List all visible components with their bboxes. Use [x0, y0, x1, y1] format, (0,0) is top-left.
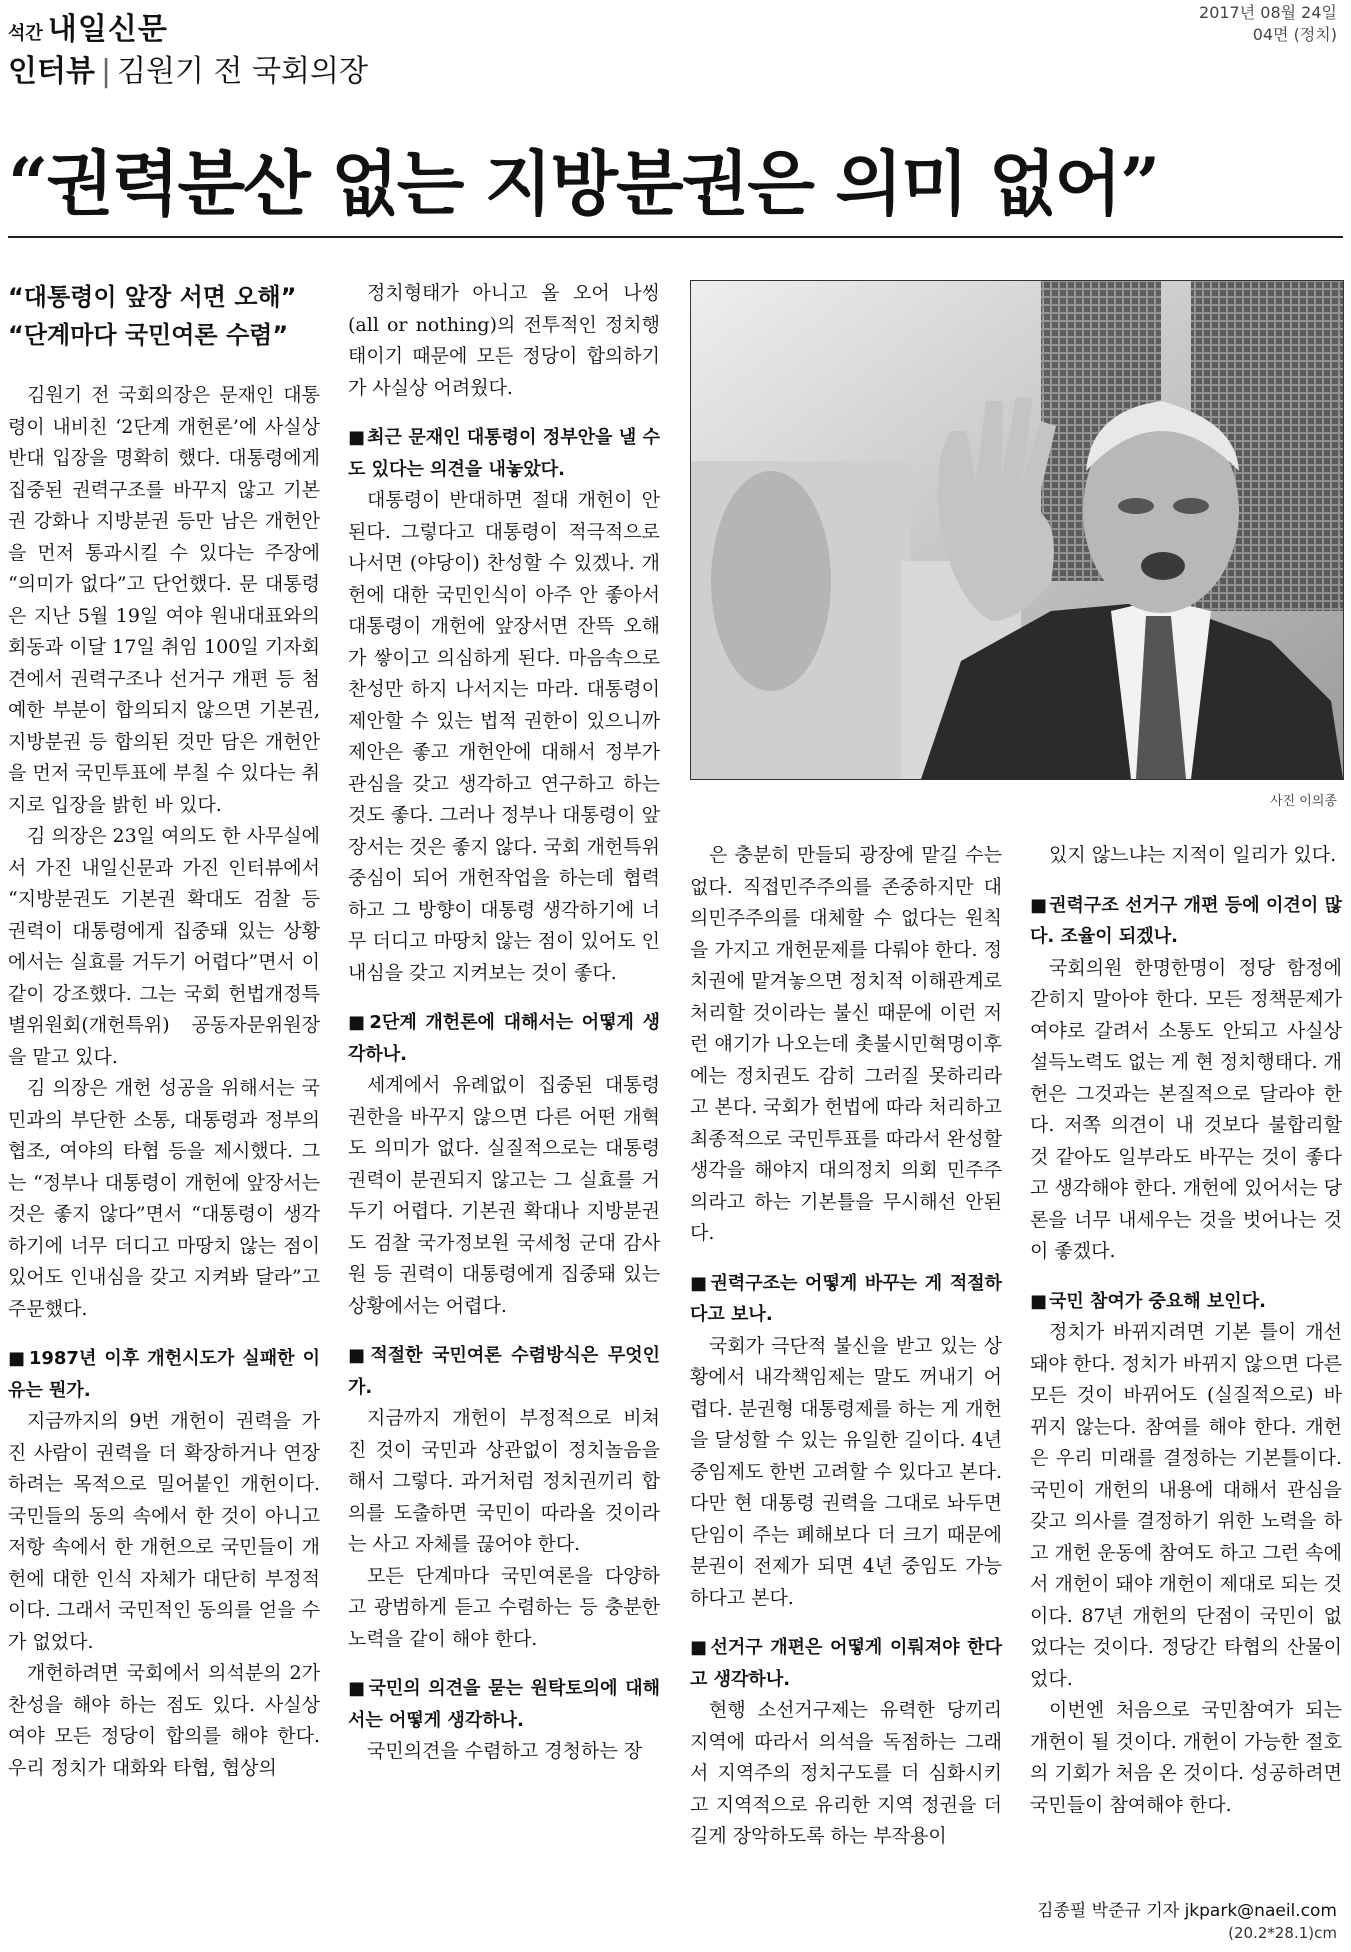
interview-question: ■ 최근 문재인 대통령이 정부안을 낼 수도 있다는 의견을 내놓았다. — [348, 422, 660, 485]
body-paragraph: 은 충분히 만들되 광장에 맡길 수는 없다. 직접민주주의를 존중하지만 대의민주주의를 대체할 수 없다는 원칙을 가지고 개헌문제를 다뤄야 한다. 정치권에 맡겨놓으면 정치적 이해관계로 처리할 것이라는 불신 때문에 이런 저런 얘기가 나오는데 촛불시민혁명이후에는 정치권도 감히 그러질 못하리라고 본다. 국회가 헌법에 따라 처리하고 최종적으로 국민투표를 따라서 완성할 생각을 해야지 대의정치 의회 민주주의라고 하는 기본틀을 무시해선 안된다. — [690, 844, 1002, 1244]
body-paragraph: 지금까지의 9번 개헌이 권력을 가진 사람이 권력을 더 확장하거나 연장하려는 목적으로 밀어붙인 개헌이다. 국민들의 동의 속에서 한 것이 아니고 저항 속에서 한 개헌으로 국민들이 개헌에 대한 인식 자체가 대단히 부정적이다. 그래서 국민적인 동의를 얻을 수가 없었다. — [8, 1410, 320, 1653]
interview-question: ■ 적절한 국민여론 수렴방식은 무엇인가. — [348, 1340, 660, 1403]
column-4-body — [1030, 840, 1342, 1821]
interview-question: ■ 권력구조 선거구 개편 등에 이견이 많다. 조율이 되겠나. — [1030, 890, 1342, 953]
photo-credit: 사진 이의종 — [1270, 794, 1337, 809]
publication-date: 2017년 08월 24일 — [1199, 3, 1337, 22]
interview-question: ■ 선거구 개편은 어떻게 이뤄져야 한다고 생각하나. — [690, 1632, 1002, 1695]
interview-photo — [690, 280, 1344, 780]
body-paragraph: 김 의장은 개헌 성공을 위해서는 국민과의 부단한 소통, 대통령과 정부의 협조, 여야의 타협 등을 제시했다. 그는 “정부나 대통령이 개헌에 앞장서는 것은 좋지 않다”면서 “대통령이 생각하기에 너무 더디고 마땅치 않는 점이 있어도 인내심을 갖고 지켜봐 달라”고 주문했다. — [8, 1077, 320, 1320]
body-paragraph: 정치가 바뀌지려면 기본 틀이 개선돼야 한다. 정치가 바뀌지 않으면 다른 모든 것이 바뀌어도 (실질적으로) 바뀌지 않는다. 참여를 해야 한다. 개헌은 우리 미래를 결정하는 기본틀이다. 국민이 개헌의 내용에 대해서 관심을 갖고 의사를 결정하기 위한 노력을 하고 개헌 운동에 참여도 하고 그런 속에서 개헌이 돼야 개헌이 제대로 되는 것이다. 87년 개헌의 단점이 국민이 없었다는 것이다. 정당간 타협의 산물이었다. — [1030, 1321, 1342, 1690]
column-3 — [690, 840, 1002, 1853]
column-2-body — [348, 278, 660, 1768]
column-1-body — [8, 380, 320, 1784]
column-2 — [348, 278, 660, 1768]
body-paragraph: 국회가 극단적 불신을 받고 있는 상황에서 내각책임제는 말도 꺼내기 어렵다. 분권형 대통령제를 하는 게 개헌을 달성할 수 있는 유일한 길이다. 4년 중임제도 한번 고려할 수 있다고 본다. 다만 현 대통령 권력을 그대로 놔두면 단임이 주는 폐해보다 더 크기 때문에 분권이 전제가 되면 4년 중임도 가능하다고 본다. — [690, 1334, 1002, 1609]
section-type: 인터뷰 — [8, 54, 95, 89]
body-paragraph: 김원기 전 국회의장은 문재인 대통령이 내비친 ‘2단계 개헌론’에 사실상 반대 입장을 명확히 했다. 대통령에게 집중된 권력구조를 바꾸지 않고 기본권 강화나 지방분권 등만 남은 개헌안을 먼저 통과시킬 수 있다는 주장에 “의미가 없다”고 단언했다. 문 대통령은 지난 5월 19일 여야 원내대표와의 회동과 이달 17일 취임 100일 기자회견에서 권력구조나 선거구 개편 등 첨예한 부분이 합의되지 않으면 기본권, 지방분권 등 합의된 것만 담은 개헌안을 먼저 국민투표에 부칠 수 있다는 취지로 입장을 밝힌 바 있다. — [8, 384, 320, 816]
masthead — [8, 4, 168, 48]
section-label — [8, 46, 368, 90]
article-size: (20.2*28.1)cm — [1228, 1924, 1337, 1942]
body-paragraph: 대통령이 반대하면 절대 개헌이 안된다. 그렇다고 대통령이 적극적으로 나서면 (야당이) 찬성할 수 있겠나. 개헌에 대한 국민인식이 아주 안 좋아서 대통령이 개헌에 앞장서면 잔뜩 오해가 쌓이고 의심하게 된다. 마음속으로 찬성만 하지 나서지는 마라. 대통령이 제안할 수 있는 법적 권한이 있으니까 제안은 좋고 개헌안에 대해서 정부가 관심을 갖고 생각하고 연구하고 하는 것도 좋다. 그러나 정부나 대통령이 앞장서는 것은 좋지 않다. 국회 개헌특위 중심이 되어 개헌작업을 하는데 협력하고 그 방향이 대통령 생각하기에 너무 더디고 마땅치 않는 점이 있어도 인내심을 갖고 지켜보는 것이 좋다. — [348, 489, 660, 984]
body-paragraph: 개헌하려면 국회에서 의석분의 2가 찬성을 해야 하는 점도 있다. 사실상 여야 모든 정당이 합의를 해야 한다. 우리 정치가 대화와 타협, 협상의 — [8, 1662, 320, 1779]
portrait-illustration — [691, 281, 1343, 779]
interview-question: ■ 권력구조는 어떻게 바꾸는 게 적절하다고 보나. — [690, 1268, 1002, 1331]
headline: “권력분산 없는 지방분권은 의미 없어” — [8, 142, 1159, 225]
section-divider: | — [100, 54, 112, 89]
body-paragraph: 지금까지 개헌이 부정적으로 비쳐진 것이 국민과 상관없이 정치놀음을 해서 그렇다. 과거처럼 정치권끼리 합의를 도출하면 국민이 따라올 것이라는 사고 자체를 끊어야 한다. — [348, 1407, 660, 1555]
column-1 — [8, 278, 320, 1784]
byline: 김종필 박준규 기자 jkpark@naeil.com — [1036, 1901, 1337, 1921]
page-section: 04면 (정치) — [1252, 25, 1337, 44]
subhead-1: “대통령이 앞장 서면 오해” — [8, 283, 297, 311]
column-4 — [1030, 840, 1342, 1821]
interview-question: ■ 국민의 의견을 묻는 원탁토의에 대해서는 어떻게 생각하나. — [348, 1673, 660, 1736]
interview-question: ■ 국민 참여가 중요해 보인다. — [1030, 1286, 1342, 1318]
section-subject: 김원기 전 국회의장 — [117, 54, 368, 89]
dateline — [1199, 2, 1337, 46]
subheads — [8, 278, 320, 354]
headline-rule — [8, 236, 1343, 238]
body-paragraph: 모든 단계마다 국민여론을 다양하고 광범하게 듣고 수렴하는 등 충분한 노력을 같이 해야 한다. — [348, 1564, 660, 1650]
column-3-body — [690, 840, 1002, 1853]
body-paragraph: 국회의원 한명한명이 정당 함정에 갇히지 말아야 한다. 모든 정책문제가 여야로 갈려서 소통도 안되고 사실상 설득노력도 없는 게 현 정치행태다. 개헌은 그것과는 본질적으로 달라야 한다. 저쪽 의견이 내 것보다 불합리할 것 같아도 일부라도 바꾸는 것이 좋다고 생각해야 한다. 개헌에 있어서는 당론을 너무 내세우는 것을 벗어나는 것이 좋겠다. — [1030, 956, 1342, 1262]
subhead-2: “단계마다 국민여론 수렴” — [8, 321, 289, 349]
body-paragraph: 있지 않느냐는 지적이 일리가 있다. — [1049, 844, 1337, 866]
body-paragraph: 국민의견을 수렴하고 경청하는 장 — [367, 1740, 643, 1762]
body-paragraph: 이번엔 처음으로 국민참여가 되는 개헌이 될 것이다. 개헌이 가능한 절호의 기회가 처음 온 것이다. 성공하려면 국민들이 참여해야 한다. — [1030, 1699, 1342, 1816]
body-paragraph: 현행 소선거구제는 유력한 당끼리 지역에 따라서 의석을 독점하는 그래서 지역주의 정치구도를 더 심화시키고 지역적으로 유리한 지역 정권을 더 길게 장악하도록 하는 부작용이 — [690, 1699, 1002, 1847]
body-paragraph: 김 의장은 23일 여의도 한 사무실에서 가진 내일신문과 가진 인터뷰에서 “지방분권도 기본권 확대도 검찰 등 권력이 대통령에게 집중돼 있는 상황에서는 실효를 거두기 어렵다”면서 이같이 강조했다. 그는 국회 헌법개정특별위원회(개헌특위) 공동자문위원장을 맡고 있다. — [8, 825, 320, 1068]
masthead-name: 내일신문 — [47, 12, 168, 47]
interview-question: ■ 2단계 개헌론에 대해서는 어떻게 생각하나. — [348, 1007, 660, 1070]
masthead-prefix: 석간 — [8, 23, 43, 44]
body-paragraph: 세계에서 유례없이 집중된 대통령 권한을 바꾸지 않으면 다른 어떤 개혁도 의미가 없다. 실질적으로는 대통령 권력이 분권되지 않고는 그 실효를 거두기 어렵다. 기본권 확대나 지방분권도 검찰 국가정보원 국세청 군대 감사원 등 권력이 대통령에게 집중돼 있는 상황에서는 어렵다. — [348, 1074, 660, 1317]
interview-question: ■ 1987년 이후 개헌시도가 실패한 이유는 뭔가. — [8, 1343, 320, 1406]
body-paragraph: 정치형태가 아니고 올 오어 나씽(all or nothing)의 전투적인 정치행태이기 때문에 모든 정당이 합의하기가 사실상 어려웠다. — [348, 282, 660, 399]
